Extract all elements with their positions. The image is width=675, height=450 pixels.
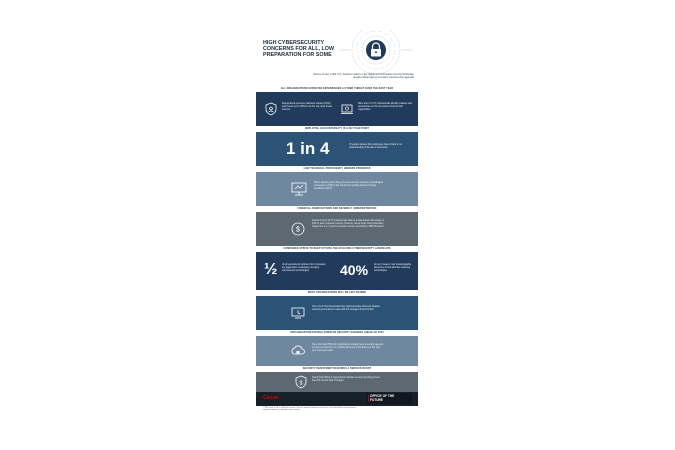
page-subtitle: Survey of over 1,000 U.S. decision makers in the digital and information security landscape reveals critical gaps in company cybersecurity agendas [313,73,414,80]
logo-accent-bar [368,395,369,402]
one-in-four-stat: 1 in 4 [286,139,330,158]
section-header-threats: ALL ORGANIZATIONS SURVEYED EXPERIENCED A CYBER THREAT OVER THE PAST YEAR [256,86,418,92]
svg-text:$: $ [296,226,300,234]
logo-line-2: FUTURE [370,398,383,402]
hero-section [256,30,418,86]
section-band-accountability [256,132,418,166]
footer [256,392,418,420]
financial-text: Almost 6 out of 10 IT professionals believe a data breach will equate to 10% or less of annual revenue; however, actual costs could potentially range from 1 to 7 years of annual revenue, according to IBM Research [312,220,384,228]
landscape-ai-text: do not, however, feel knowledgeable about key AI and Machine Learning technologies [374,264,412,272]
cloud-security-icon [290,343,306,359]
logo-line-1: OFFICE OF THE [370,394,395,398]
security-budget-icon [294,375,308,389]
section-band-left-behind [256,296,418,330]
skills-monitor-icon [290,181,308,197]
section-header-accountability: EMPLOYEE ACCOUNTABILITY IS A KEY PAIN POINT [256,126,418,132]
section-header-proficiency: LOW TECHNICAL PROFICIENCY HINDERS PROGRESS [256,166,418,172]
section-band-landscape [256,252,418,290]
footer-fine-print: © 2019 Canon U.S.A., Inc. All rights reserved. Canon is a registered trademark of Canon Inc. in the United States and may also be a registered trademark or trademark in other countries. [263,408,357,412]
section-header-investment: SECURITY INVESTMENT REQUIRES A SERIOUS BOOST [256,366,418,372]
section-band-financial [256,212,418,246]
landscape-adoption-text: of all respondents indicate their companies are aggressive in adopting emerging cybersecurity technologies [282,264,326,272]
section-band-proficiency [256,172,418,206]
investment-text: Nearly half (48%) of respondents indicate security spending is less than 5% of their total IT budget [312,377,380,382]
section-band-investment [256,372,418,392]
canon-logo: Canon [263,395,279,401]
disaster-recovery-icon [290,305,306,321]
money-warning-icon [290,221,306,237]
one-half-stat: ½ [264,261,278,278]
footer-bar [256,392,418,406]
forty-percent-stat: 40% [340,262,369,278]
section-band-double-down [256,336,418,366]
section-band-threats [256,92,418,126]
section-header-left-behind: MOST ORGANIZATIONS WILL BE LEFT BEHIND [256,290,418,296]
office-of-the-future-logo [366,393,412,404]
page-title: HIGH CYBERSECURITY CONCERNS FOR ALL, LOW PREPARATION FOR SOME [263,40,335,59]
shield-icon [264,102,278,116]
left-behind-text: Only 1/4 of IT professionals have deployed state-of-the-art disaster recovery procedures to deal with the emergent threat horizon [312,306,380,311]
proficiency-text: When adopting and rolling out cybersecurity solutions, technological competency (23%) is the top barrier, leading ahead of budget constraints (20%) [314,182,384,190]
infographic [256,30,418,420]
threats-insiders-text: Respondents perceive malicious insiders (30%) and human error (25%) to be the top cyber threat sources [282,103,332,111]
section-header-double-down: ORGANIZATIONS DOUBLE DOWN ON SECURITY AGENDAS AHEAD OF 2020 [256,330,418,336]
svg-text:$: $ [299,380,303,387]
double-down-text: More than half (56%) of organizations already have a security agenda in place and almost 1 in 4 (24%) will invest in security over the next year moving forward [312,344,383,352]
section-header-financial: FINANCIAL RAMIFICATIONS ARE SEVERELY UNDERESTIMATED [256,206,418,212]
section-header-landscape: COMPANIES STRIVE TO KEEP UP WITH THE EVOLVING CYBERSECURITY LANDSCAPE [256,246,418,252]
threats-malware-text: More than ½ of IT professionals identify malware and ransomware as the top priority threat to their organization [358,103,412,111]
virus-laptop-icon [340,102,354,116]
accountability-text: IT leaders believe that employees have limited or no understanding of threats or prevention [349,144,403,149]
